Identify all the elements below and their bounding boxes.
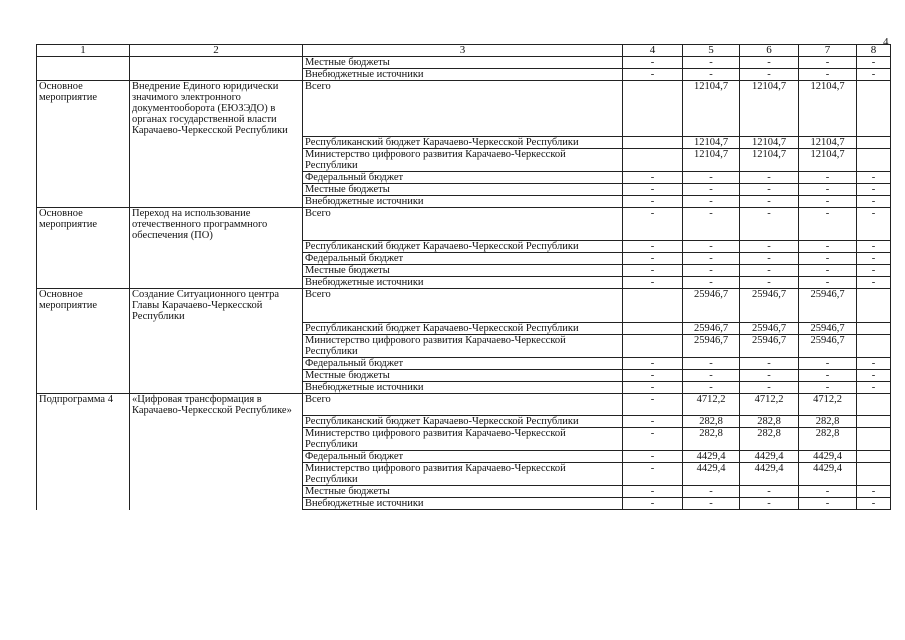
value-cell: - [799,498,857,510]
activity-type-cell [37,183,130,195]
activity-name-cell [130,357,303,369]
value-cell: 282,8 [740,428,799,451]
funding-source-cell: Министерство цифрового развития Карачаево-Черкесской Республики [303,463,623,486]
value-cell: - [623,69,683,81]
funding-source-cell: Республиканский бюджет Карачаево-Черкесской Республики [303,241,623,253]
value-cell: 12104,7 [683,148,740,171]
activity-name-cell [130,277,303,289]
value-cell: 12104,7 [740,81,799,137]
table-row [37,357,891,369]
header-cell: 8 [857,45,891,57]
value-cell: 4429,4 [683,451,740,463]
activity-name-cell [130,463,303,486]
activity-type-cell: Основное мероприятие [37,289,130,323]
funding-source-cell: Местные бюджеты [303,183,623,195]
activity-type-cell [37,381,130,393]
value-cell: 282,8 [799,428,857,451]
table-row [37,393,891,416]
value-cell [857,393,891,416]
value-cell [857,148,891,171]
header-cell: 3 [303,45,623,57]
table-row [37,171,891,183]
activity-type-cell [37,241,130,253]
value-cell: - [740,486,799,498]
activity-type-cell [37,69,130,81]
table-row [37,81,891,137]
table-row [37,136,891,148]
activity-name-cell [130,148,303,171]
value-cell: - [683,486,740,498]
value-cell [857,451,891,463]
table-row [37,69,891,81]
activity-name-cell [130,136,303,148]
value-cell: - [857,183,891,195]
value-cell: - [623,381,683,393]
value-cell: 4712,2 [799,393,857,416]
activity-type-cell [37,195,130,207]
value-cell: - [799,381,857,393]
value-cell: - [623,451,683,463]
funding-source-cell: Министерство цифрового развития Карачаево-Черкесской Республики [303,334,623,357]
value-cell: 25946,7 [683,289,740,323]
value-cell: 25946,7 [799,289,857,323]
budget-table [36,44,891,510]
value-cell: - [683,57,740,69]
funding-source-cell: Всего [303,207,623,241]
value-cell: 25946,7 [683,322,740,334]
value-cell: - [623,463,683,486]
funding-source-cell: Федеральный бюджет [303,171,623,183]
table-row [37,183,891,195]
value-cell: 282,8 [683,428,740,451]
funding-source-cell: Внебюджетные источники [303,277,623,289]
value-cell: - [623,57,683,69]
activity-type-cell [37,334,130,357]
table-row [37,57,891,69]
value-cell: - [623,498,683,510]
value-cell: - [623,357,683,369]
activity-name-cell: Внедрение Единого юридически значимого электронного документооборота (ЕЮЗЭДО) в органах государственной власти Карачаево-Черкесской Республики [130,81,303,137]
activity-name-cell [130,195,303,207]
value-cell: - [799,486,857,498]
funding-source-cell: Республиканский бюджет Карачаево-Черкесской Республики [303,136,623,148]
value-cell [857,416,891,428]
table-row [37,451,891,463]
value-cell: 12104,7 [740,136,799,148]
activity-type-cell [37,277,130,289]
value-cell [623,322,683,334]
value-cell: - [857,381,891,393]
value-cell [857,136,891,148]
value-cell: - [857,498,891,510]
value-cell: - [799,277,857,289]
value-cell: 12104,7 [683,136,740,148]
value-cell: - [740,241,799,253]
value-cell: - [683,369,740,381]
value-cell: - [740,253,799,265]
funding-source-cell: Всего [303,81,623,137]
activity-type-cell [37,136,130,148]
value-cell: - [683,195,740,207]
value-cell: - [623,369,683,381]
activity-name-cell [130,451,303,463]
table-row [37,334,891,357]
activity-type-cell: Основное мероприятие [37,207,130,241]
activity-type-cell [37,57,130,69]
value-cell: - [623,253,683,265]
activity-type-cell [37,428,130,451]
table-row [37,416,891,428]
value-cell: - [623,265,683,277]
value-cell: - [623,393,683,416]
funding-source-cell: Всего [303,289,623,323]
value-cell: 25946,7 [683,334,740,357]
activity-type-cell [37,498,130,510]
funding-source-cell: Республиканский бюджет Карачаево-Черкесской Республики [303,322,623,334]
activity-type-cell [37,265,130,277]
value-cell: - [623,171,683,183]
activity-name-cell [130,69,303,81]
activity-type-cell [37,322,130,334]
value-cell: 12104,7 [740,148,799,171]
value-cell: - [857,265,891,277]
activity-type-cell [37,171,130,183]
value-cell: - [623,277,683,289]
value-cell: 4429,4 [740,463,799,486]
funding-source-cell: Местные бюджеты [303,57,623,69]
table-row [37,428,891,451]
table-row [37,195,891,207]
funding-source-cell: Федеральный бюджет [303,357,623,369]
table-row [37,148,891,171]
value-cell: - [683,498,740,510]
value-cell: - [683,253,740,265]
value-cell: - [740,57,799,69]
value-cell: - [740,171,799,183]
activity-name-cell [130,265,303,277]
activity-type-cell [37,416,130,428]
value-cell: - [740,195,799,207]
value-cell [623,81,683,137]
value-cell: - [857,253,891,265]
activity-type-cell [37,463,130,486]
value-cell: - [740,207,799,241]
activity-name-cell [130,171,303,183]
header-cell: 5 [683,45,740,57]
value-cell: 4429,4 [740,451,799,463]
value-cell: - [623,183,683,195]
activity-name-cell [130,381,303,393]
activity-type-cell [37,253,130,265]
table-row [37,486,891,498]
value-cell: - [623,241,683,253]
value-cell: 25946,7 [799,322,857,334]
value-cell: 25946,7 [740,322,799,334]
activity-name-cell [130,241,303,253]
value-cell: 282,8 [740,416,799,428]
value-cell: 4429,4 [799,451,857,463]
value-cell: - [683,183,740,195]
value-cell: - [857,57,891,69]
value-cell: - [799,357,857,369]
value-cell: 4429,4 [683,463,740,486]
value-cell: - [740,498,799,510]
value-cell [857,289,891,323]
header-cell: 7 [799,45,857,57]
value-cell: - [683,357,740,369]
funding-source-cell: Всего [303,393,623,416]
value-cell [857,334,891,357]
funding-source-cell: Местные бюджеты [303,486,623,498]
value-cell [623,136,683,148]
funding-source-cell: Внебюджетные источники [303,69,623,81]
value-cell: 25946,7 [740,334,799,357]
activity-name-cell [130,428,303,451]
activity-type-cell [37,148,130,171]
value-cell: - [799,69,857,81]
table-row [37,322,891,334]
header-cell: 4 [623,45,683,57]
value-cell: - [623,416,683,428]
value-cell: - [799,183,857,195]
activity-name-cell [130,57,303,69]
value-cell [857,463,891,486]
funding-source-cell: Местные бюджеты [303,265,623,277]
table-row [37,265,891,277]
value-cell: - [623,486,683,498]
value-cell: - [683,241,740,253]
value-cell: - [857,69,891,81]
header-row [37,45,891,57]
value-cell: - [740,357,799,369]
value-cell: 25946,7 [740,289,799,323]
value-cell: 282,8 [683,416,740,428]
value-cell: 12104,7 [799,81,857,137]
funding-source-cell: Федеральный бюджет [303,253,623,265]
activity-name-cell [130,498,303,510]
table-row [37,289,891,323]
value-cell: - [857,207,891,241]
funding-source-cell: Местные бюджеты [303,369,623,381]
table-row [37,277,891,289]
value-cell: - [740,381,799,393]
value-cell: - [683,171,740,183]
value-cell: 4429,4 [799,463,857,486]
value-cell: - [799,57,857,69]
funding-source-cell: Внебюджетные источники [303,381,623,393]
funding-source-cell: Федеральный бюджет [303,451,623,463]
activity-name-cell [130,334,303,357]
activity-name-cell [130,253,303,265]
value-cell: - [799,195,857,207]
value-cell: 4712,2 [740,393,799,416]
table-row [37,253,891,265]
value-cell: - [683,207,740,241]
value-cell: - [799,171,857,183]
activity-name-cell: Переход на использование отечественного программного обеспечения (ПО) [130,207,303,241]
table-row [37,241,891,253]
table-row [37,381,891,393]
funding-source-cell: Внебюджетные источники [303,195,623,207]
activity-name-cell [130,183,303,195]
value-cell: - [683,381,740,393]
activity-name-cell [130,486,303,498]
activity-type-cell [37,486,130,498]
activity-name-cell: «Цифровая трансформация в Карачаево-Черкесской Республике» [130,393,303,416]
value-cell: - [799,265,857,277]
value-cell: - [799,369,857,381]
value-cell: 12104,7 [683,81,740,137]
value-cell: - [857,171,891,183]
header-cell: 6 [740,45,799,57]
value-cell: 12104,7 [799,148,857,171]
value-cell: - [683,277,740,289]
activity-name-cell [130,369,303,381]
table-row [37,498,891,510]
value-cell: 282,8 [799,416,857,428]
value-cell: - [857,486,891,498]
activity-type-cell [37,369,130,381]
value-cell: 25946,7 [799,334,857,357]
funding-source-cell: Министерство цифрового развития Карачаево-Черкесской Республики [303,428,623,451]
activity-type-cell: Основное мероприятие [37,81,130,137]
value-cell: - [857,369,891,381]
table-row [37,207,891,241]
value-cell: - [857,195,891,207]
header-cell: 1 [37,45,130,57]
activity-type-cell: Подпрограмма 4 [37,393,130,416]
value-cell [857,81,891,137]
table-row [37,369,891,381]
page-number: 4 [883,36,889,48]
value-cell [623,334,683,357]
value-cell: - [857,241,891,253]
funding-source-cell: Республиканский бюджет Карачаево-Черкесской Республики [303,416,623,428]
value-cell: - [623,207,683,241]
value-cell: - [683,69,740,81]
funding-source-cell: Министерство цифрового развития Карачаево-Черкесской Республики [303,148,623,171]
activity-type-cell [37,451,130,463]
value-cell: - [623,428,683,451]
value-cell: - [623,195,683,207]
value-cell: - [857,357,891,369]
value-cell [857,322,891,334]
value-cell: - [740,69,799,81]
value-cell: - [857,277,891,289]
header-cell: 2 [130,45,303,57]
funding-source-cell: Внебюджетные источники [303,498,623,510]
value-cell: - [740,183,799,195]
value-cell: - [740,369,799,381]
value-cell: - [799,253,857,265]
value-cell: 12104,7 [799,136,857,148]
table-body [37,45,891,510]
value-cell [857,428,891,451]
activity-name-cell [130,416,303,428]
activity-name-cell: Создание Ситуационного центра Главы Карачаево-Черкесской Республики [130,289,303,323]
value-cell: - [683,265,740,277]
activity-type-cell [37,357,130,369]
value-cell: 4712,2 [683,393,740,416]
activity-name-cell [130,322,303,334]
value-cell: - [740,277,799,289]
value-cell [623,148,683,171]
value-cell: - [799,241,857,253]
value-cell [623,289,683,323]
value-cell: - [740,265,799,277]
value-cell: - [799,207,857,241]
table-row [37,463,891,486]
